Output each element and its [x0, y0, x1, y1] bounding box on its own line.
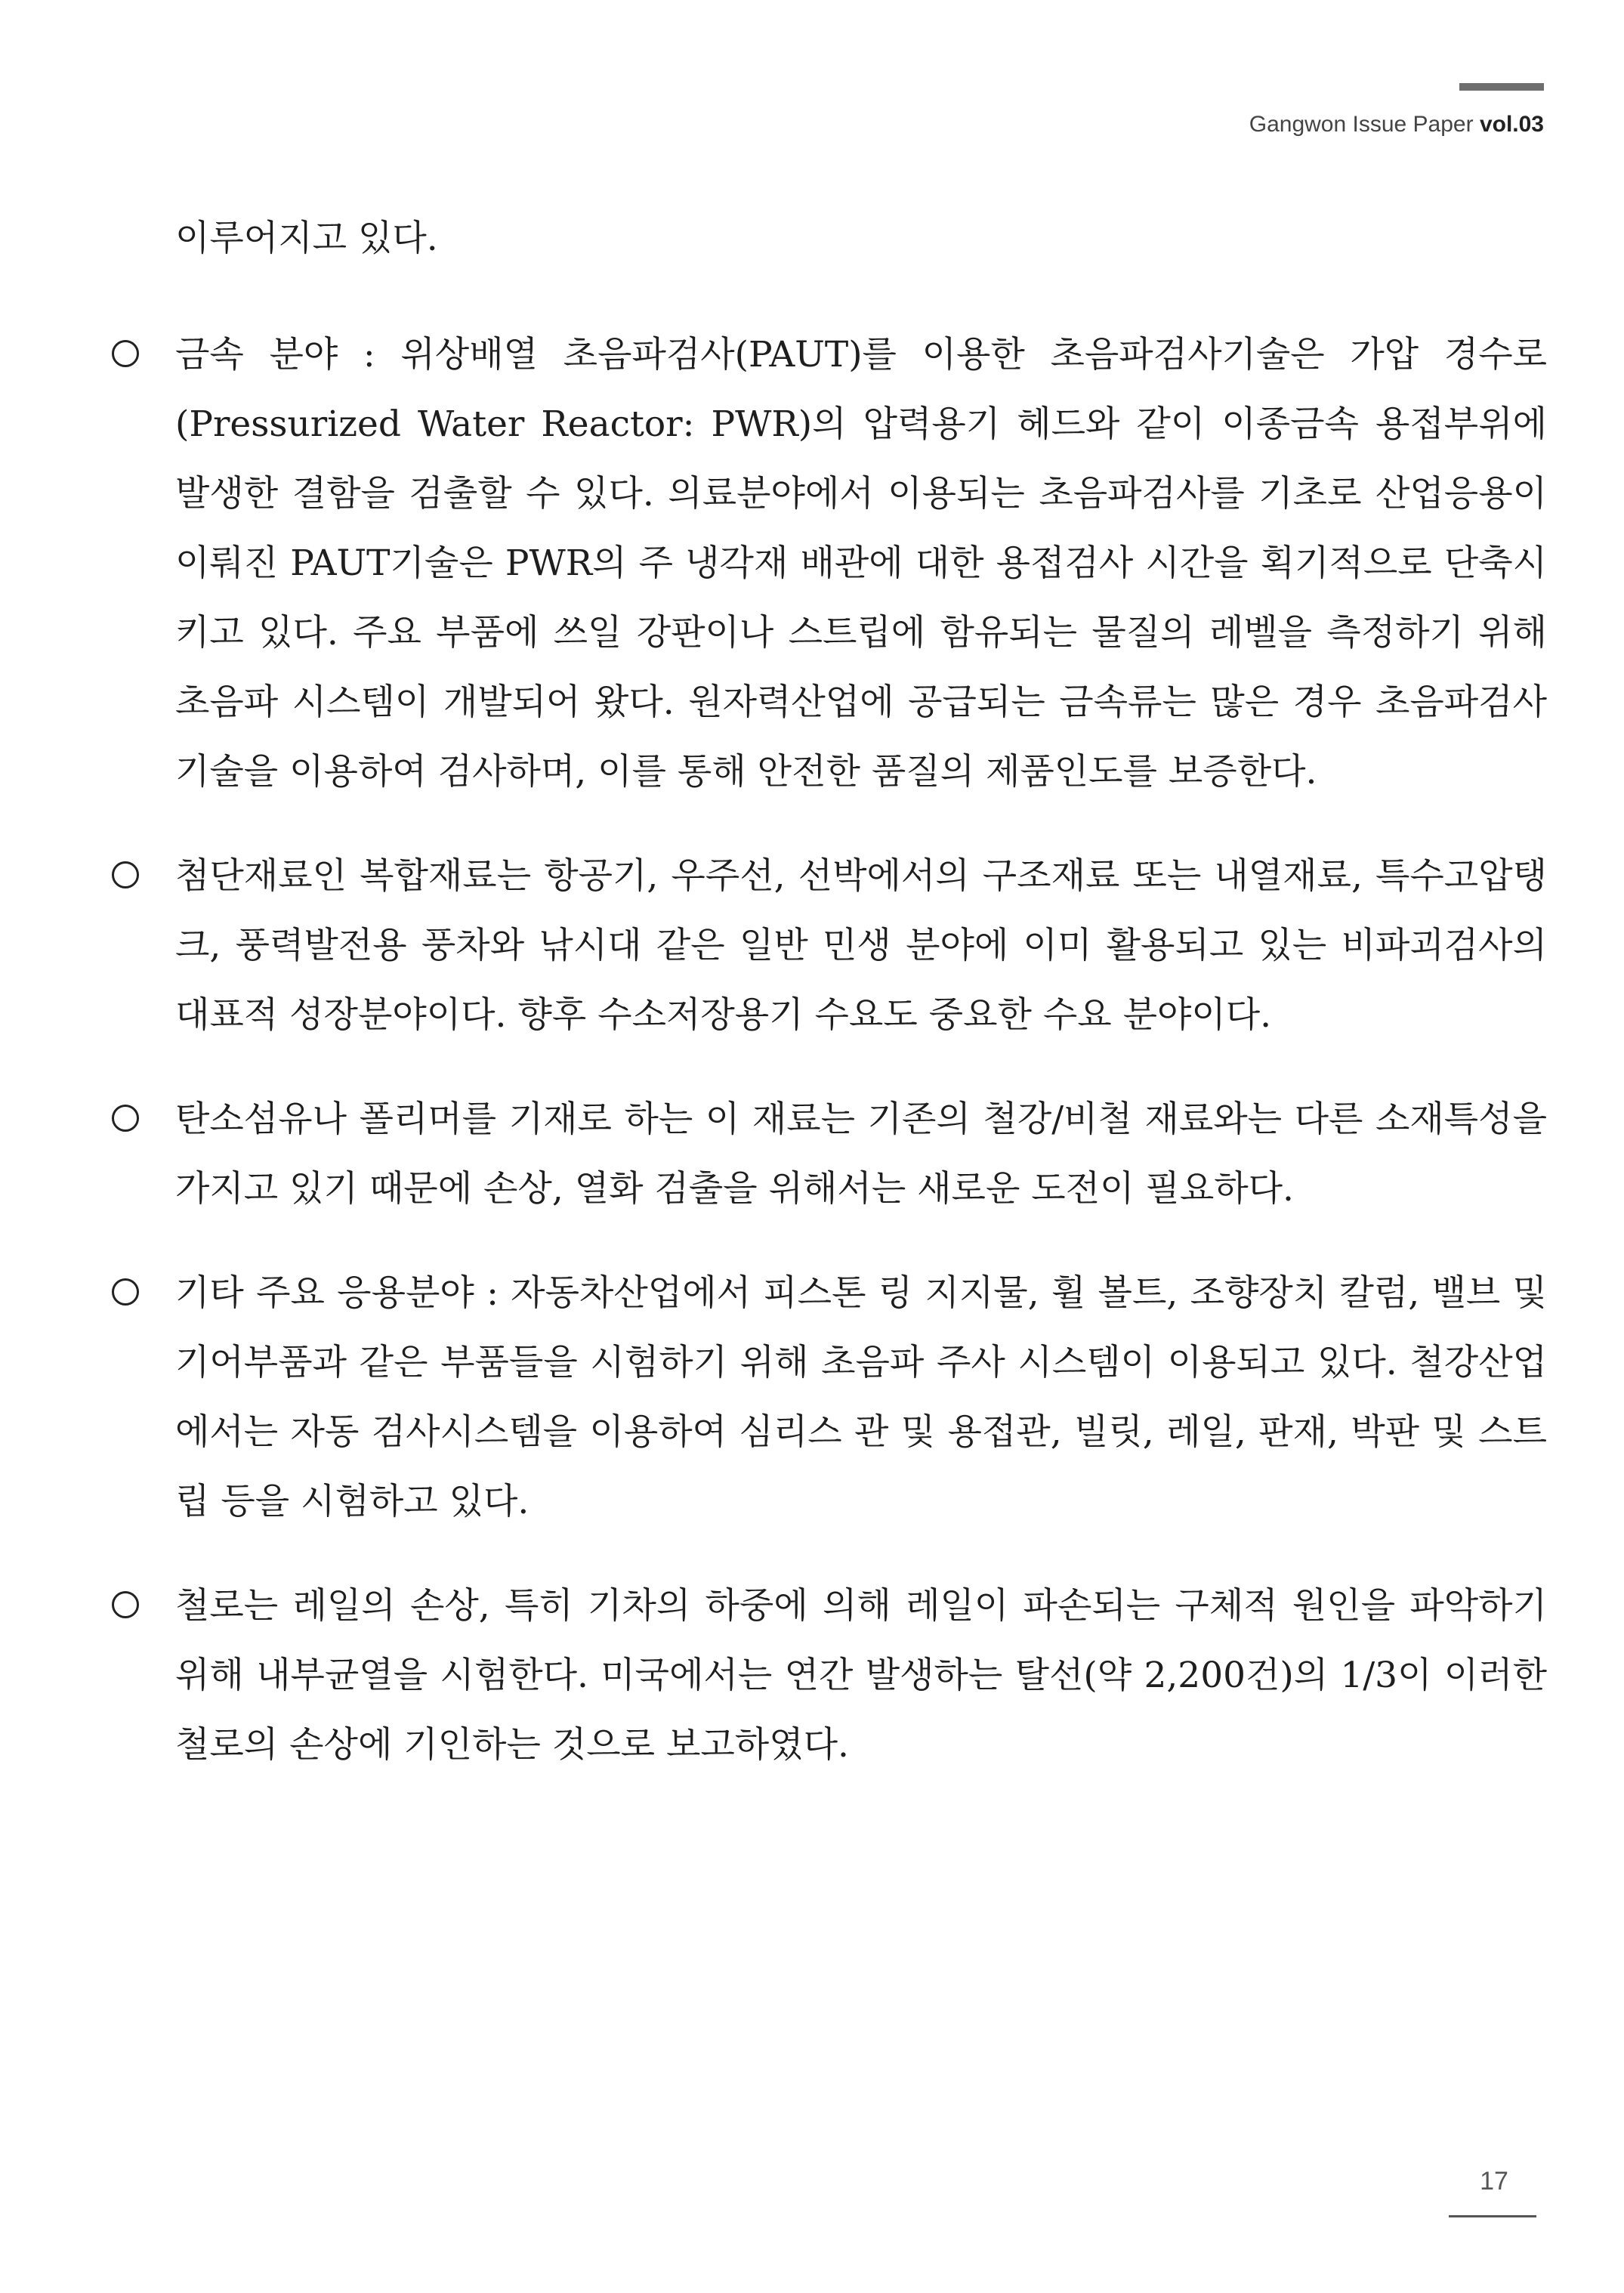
bullet-circle-icon — [112, 1591, 139, 1618]
continued-text: 이루어지고 있다. — [175, 218, 438, 259]
bullet-text: 기타 주요 응용분야 : 자동차산업에서 피스톤 링 지지물, 휠 볼트, 조향장치 칼럼, 밸브 및 기어부품과 같은 부품들을 시험하기 위해 초음파 주사 시스템이 이용되고 있다. 철강산업에서는 자동 검사시스템을 이용하여 심리스 관 및 용접관, 빌릿, 레일, 판재, 박판 및 스트립 등을 시험하고 있다. — [175, 1272, 1547, 1522]
footer-rule — [1449, 2215, 1536, 2217]
bullet-text: 철로는 레일의 손상, 특히 기차의 하중에 의해 레일이 파손되는 구체적 원인을 파악하기 위해 내부균열을 시험한다. 미국에서는 연간 발생하는 탈선(약 2,200건)의 1/3이 이러한 철로의 손상에 기인하는 것으로 보고하였다. — [175, 1585, 1547, 1766]
bullet-circle-icon — [112, 1105, 139, 1132]
bullet-text: 첨단재료인 복합재료는 항공기, 우주선, 선박에서의 구조재료 또는 내열재료, 특수고압탱크, 풍력발전용 풍차와 낚시대 같은 일반 민생 분야에 이미 활용되고 있는 비파괴검사의 대표적 성장분야이다. 향후 수소저장용기 수요도 중요한 수요 분야이다. — [175, 855, 1547, 1036]
bullet-circle-icon — [112, 1278, 139, 1306]
bullet-item-other-applications — [112, 1259, 1547, 1537]
bullet-item-metal — [112, 320, 1547, 807]
bullet-circle-icon — [112, 861, 139, 888]
running-header — [1249, 112, 1544, 138]
body-content — [112, 204, 1547, 1815]
page-number: 17 — [1480, 2167, 1508, 2196]
publication-title: Gangwon Issue Paper — [1249, 112, 1474, 137]
volume-label: vol.03 — [1479, 112, 1544, 137]
header-accent-bar — [1459, 83, 1544, 91]
bullet-text: 탄소섬유나 폴리머를 기재로 하는 이 재료는 기존의 철강/비철 재료와는 다른 소재특성을 가지고 있기 때문에 손상, 열화 검출을 위해서는 새로운 도전이 필요하다. — [175, 1099, 1547, 1210]
bullet-item-composite — [112, 842, 1547, 1050]
bullet-item-railway — [112, 1571, 1547, 1780]
bullet-item-carbon-fiber — [112, 1085, 1547, 1224]
bullet-circle-icon — [112, 340, 139, 367]
bullet-text: 금속 분야 : 위상배열 초음파검사(PAUT)를 이용한 초음파검사기술은 가압 경수로 (Pressurized Water Reactor: PWR)의 압력용기 헤드와 같이 이종금속 용접부위에 발생한 결함을 검출할 수 있다. 의료분야에서 이용되는 초음파검사를 기초로 산업응용이 이뤄진 PAUT기술은 PWR의 주 냉각재 배관에 대한 용접검사 시간을 획기적으로 단축시키고 있다. 주요 부품에 쓰일 강판이나 스트립에 함유되는 물질의 레벨을 측정하기 위해 초음파 시스템이 개발되어 왔다. 원자력산업에 공급되는 금속류는 많은 경우 초음파검사기술을 이용하여 검사하며, 이를 통해 안전한 품질의 제품인도를 보증한다. — [175, 334, 1547, 793]
